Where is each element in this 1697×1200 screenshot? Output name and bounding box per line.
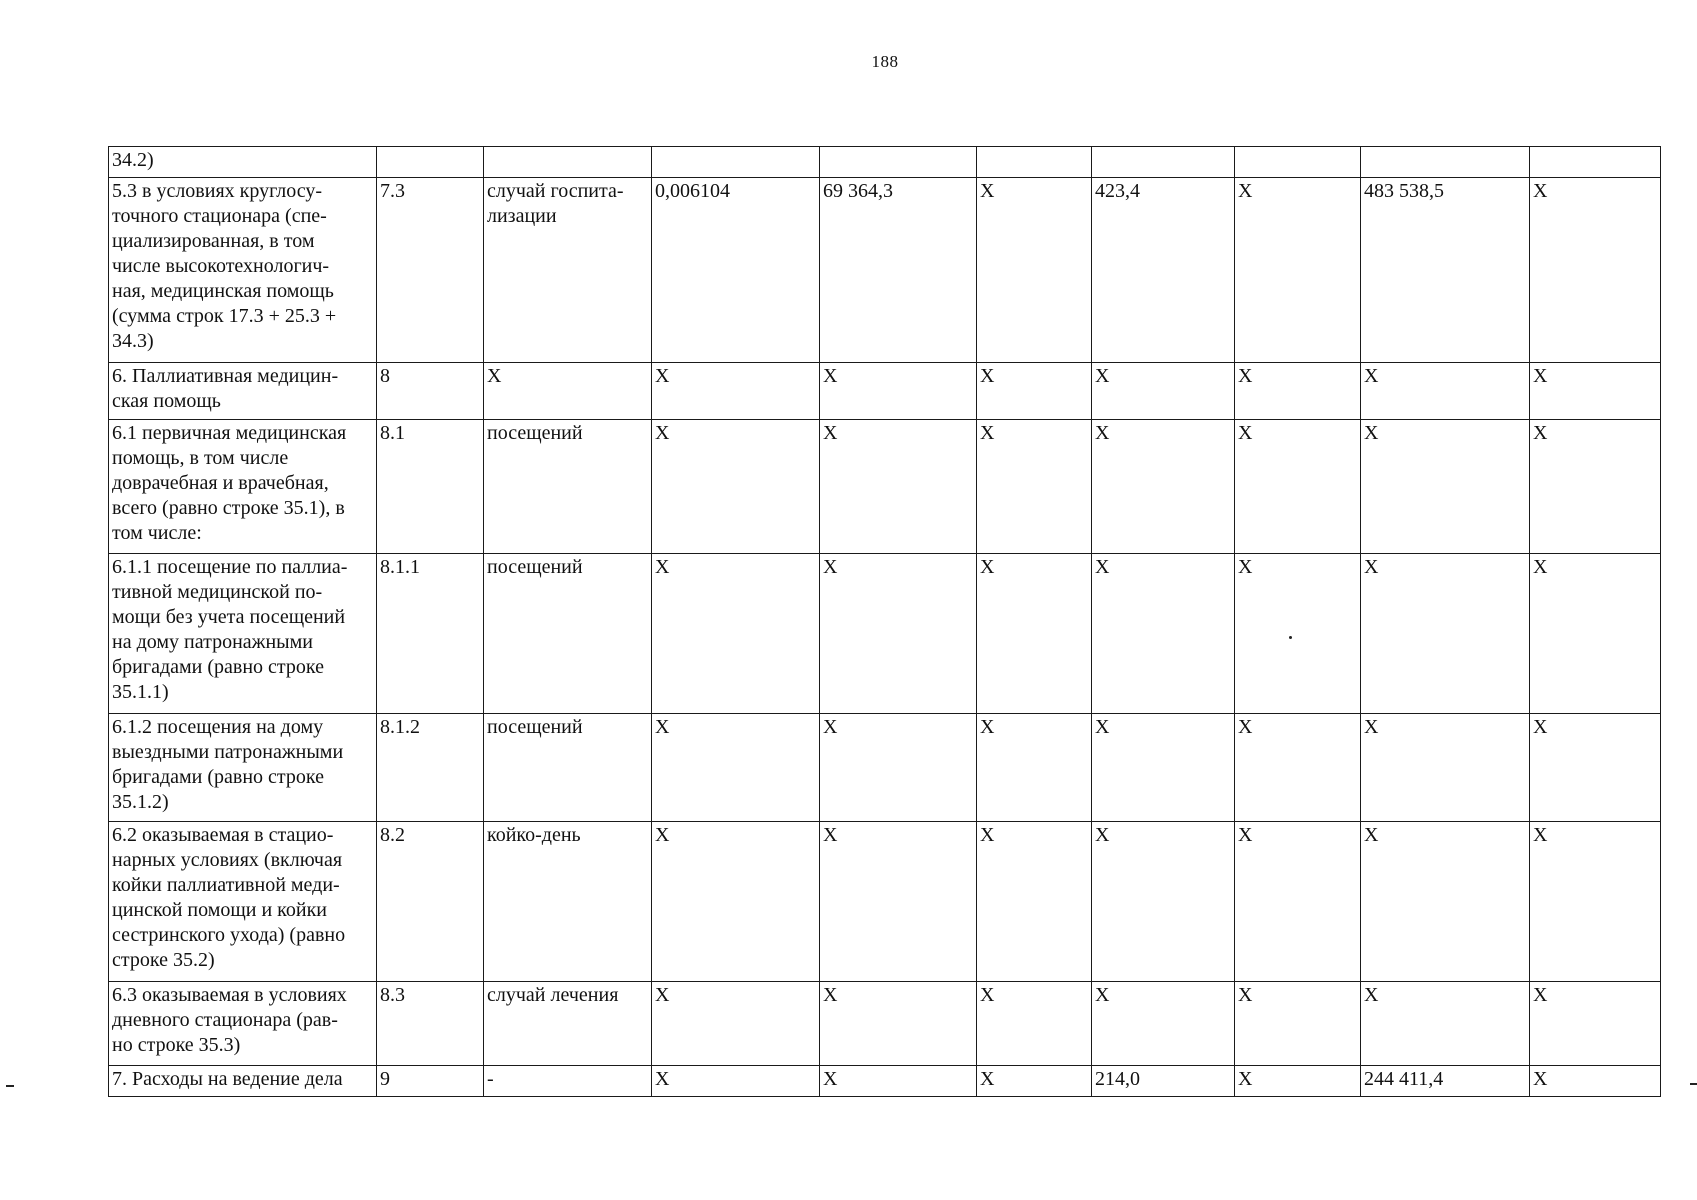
table-cell-col-2: 8.1.1: [377, 554, 484, 714]
row-name-line: выездными патронажными: [112, 741, 344, 763]
table-cell-col-5: X: [820, 554, 977, 714]
table-cell-col-5: X: [820, 714, 977, 822]
table-cell-col-3: койко-день: [484, 822, 652, 982]
row-name-line: точного стационара (спе-: [112, 205, 327, 227]
row-name-cell: [109, 554, 377, 714]
table-cell-col-2: 9: [377, 1066, 484, 1097]
table-cell-col-2: 8.2: [377, 822, 484, 982]
row-name-line: 6.1.1 посещение по паллиа-: [112, 556, 348, 578]
table-cell-col-8: X: [1235, 822, 1361, 982]
table-cell-col-4: X: [652, 363, 820, 420]
table-cell-col-9: X: [1361, 822, 1530, 982]
table-cell-col-8: X: [1235, 363, 1361, 420]
row-name-line: 5.3 в условиях круглосу-: [112, 180, 323, 202]
table-cell-col-7: 214,0: [1092, 1066, 1235, 1097]
table-cell-col-10: X: [1530, 822, 1661, 982]
table-cell-col-8: X: [1235, 178, 1361, 363]
row-name-line: 7. Расходы на ведение дела: [112, 1068, 343, 1090]
table-cell-col-10: X: [1530, 714, 1661, 822]
table-cell-col-4: 0,006104: [652, 178, 820, 363]
table-cell-col-3: посещений: [484, 420, 652, 554]
row-name-cell: [109, 147, 377, 178]
cell-line: лизации: [487, 205, 557, 227]
table-cell-col-9: X: [1361, 420, 1530, 554]
table-row: [109, 178, 1661, 363]
table-row: [109, 714, 1661, 822]
row-name-line: (сумма строк 17.3 + 25.3 +: [112, 305, 337, 327]
row-name-line: бригадами (равно строке: [112, 766, 325, 788]
table-cell-col-3: случай лечения: [484, 982, 652, 1066]
row-name-cell: [109, 1066, 377, 1097]
table-row: [109, 982, 1661, 1066]
row-name-line: цинской помощи и койки: [112, 899, 327, 921]
table-cell-col-3: -: [484, 1066, 652, 1097]
table-cell-col-3: [484, 178, 652, 363]
table-cell-col-4: X: [652, 1066, 820, 1097]
table-cell-col-8: X: [1235, 420, 1361, 554]
cell-line: случай госпита-: [487, 180, 624, 202]
table-cell-col-4: X: [652, 822, 820, 982]
table-cell-col-8: X: [1235, 1066, 1361, 1097]
table-cell-col-9: 244 411,4: [1361, 1066, 1530, 1097]
row-name-line: дневного стационара (рав-: [112, 1009, 338, 1031]
table-cell-col-2: 8: [377, 363, 484, 420]
row-name-cell: [109, 982, 377, 1066]
table-cell-col-9: 483 538,5: [1361, 178, 1530, 363]
table-cell-col-10: X: [1530, 1066, 1661, 1097]
table-cell-col-9: X: [1361, 554, 1530, 714]
table-cell-col-6: X: [977, 822, 1092, 982]
table-row: [109, 822, 1661, 982]
row-name-cell: [109, 178, 377, 363]
table-cell-col-8: X: [1235, 982, 1361, 1066]
table-cell-col-5: X: [820, 363, 977, 420]
table-cell-col-7: X: [1092, 554, 1235, 714]
page-number: 188: [871, 52, 899, 71]
row-name-line: 6.3 оказываемая в условиях: [112, 984, 347, 1006]
table-cell-col-6: X: [977, 1066, 1092, 1097]
scan-mark-right: [1690, 1083, 1697, 1085]
table-cell-col-2: 8.1: [377, 420, 484, 554]
row-name-line: 6.1.2 посещения на дому: [112, 716, 324, 738]
row-name-line: 6.1 первичная медицинская: [112, 422, 347, 444]
table-row: [109, 554, 1661, 714]
row-name-line: помощь, в том числе: [112, 447, 289, 469]
row-name-line: 6.2 оказываемая в стацио-: [112, 824, 334, 846]
table-cell-col-9: X: [1361, 714, 1530, 822]
table-cell-col-8: X: [1235, 554, 1361, 714]
row-name-line: нарных условиях (включая: [112, 849, 343, 871]
table-cell-col-10: [1530, 147, 1661, 178]
table-cell-col-10: X: [1530, 420, 1661, 554]
table-cell-col-4: [652, 147, 820, 178]
row-name-line: 34.2): [112, 149, 154, 171]
table-row: [109, 420, 1661, 554]
table-cell-col-3: [484, 147, 652, 178]
row-name-cell: [109, 714, 377, 822]
row-name-line: ная, медицинская помощь: [112, 280, 334, 302]
table-cell-col-3: посещений: [484, 554, 652, 714]
table-cell-col-10: X: [1530, 982, 1661, 1066]
row-name-line: всего (равно строке 35.1), в: [112, 497, 345, 519]
table-cell-col-9: [1361, 147, 1530, 178]
table-cell-col-6: X: [977, 714, 1092, 822]
table-cell-col-8: X: [1235, 714, 1361, 822]
row-name-cell: [109, 822, 377, 982]
table-cell-col-9: X: [1361, 982, 1530, 1066]
table-cell-col-5: X: [820, 982, 977, 1066]
table-body: [109, 147, 1661, 1097]
row-name-line: койки паллиативной меди-: [112, 874, 340, 896]
row-name-line: 6. Паллиативная медицин-: [112, 365, 339, 387]
table-cell-col-2: 7.3: [377, 178, 484, 363]
table-cell-col-5: 69 364,3: [820, 178, 977, 363]
table-cell-col-5: [820, 147, 977, 178]
table-row: [109, 147, 1661, 178]
table-cell-col-2: [377, 147, 484, 178]
table-cell-col-4: X: [652, 714, 820, 822]
table-cell-col-6: X: [977, 982, 1092, 1066]
table-cell-col-7: X: [1092, 822, 1235, 982]
table-cell-col-6: X: [977, 554, 1092, 714]
table-row: [109, 363, 1661, 420]
table-cell-col-5: X: [820, 822, 977, 982]
row-name-line: доврачебная и врачебная,: [112, 472, 329, 494]
table-cell-col-6: [977, 147, 1092, 178]
row-name-line: ская помощь: [112, 390, 221, 412]
row-name-line: 35.1.1): [112, 681, 169, 703]
table-cell-col-4: X: [652, 982, 820, 1066]
table-cell-col-7: X: [1092, 363, 1235, 420]
table-cell-col-9: X: [1361, 363, 1530, 420]
table-cell-col-5: X: [820, 1066, 977, 1097]
table-cell-col-10: X: [1530, 178, 1661, 363]
row-name-line: мощи без учета посещений: [112, 606, 346, 628]
table-cell-col-3: посещений: [484, 714, 652, 822]
table-row: [109, 1066, 1661, 1097]
scan-dot: [1289, 636, 1292, 639]
row-name-line: тивной медицинской по-: [112, 581, 323, 603]
table-cell-col-10: X: [1530, 363, 1661, 420]
row-name-line: 35.1.2): [112, 791, 169, 813]
row-name-line: на дому патронажными: [112, 631, 313, 653]
row-name-line: строке 35.2): [112, 949, 215, 971]
row-name-line: 34.3): [112, 330, 154, 352]
table-cell-col-6: X: [977, 363, 1092, 420]
scan-mark-left: [6, 1085, 14, 1087]
row-name-cell: [109, 420, 377, 554]
row-name-line: циализированная, в том: [112, 230, 315, 252]
table-cell-col-4: X: [652, 554, 820, 714]
table-cell-col-2: 8.1.2: [377, 714, 484, 822]
row-name-line: числе высокотехнологич-: [112, 255, 330, 277]
table-cell-col-8: [1235, 147, 1361, 178]
table-cell-col-7: X: [1092, 420, 1235, 554]
table-cell-col-10: X: [1530, 554, 1661, 714]
table-cell-col-3: X: [484, 363, 652, 420]
table-cell-col-7: X: [1092, 982, 1235, 1066]
table-cell-col-2: 8.3: [377, 982, 484, 1066]
table-cell-col-6: X: [977, 420, 1092, 554]
row-name-line: том числе:: [112, 522, 202, 544]
row-name-cell: [109, 363, 377, 420]
table-cell-col-7: 423,4: [1092, 178, 1235, 363]
table-cell-col-6: X: [977, 178, 1092, 363]
row-name-line: сестринского ухода) (равно: [112, 924, 346, 946]
table-cell-col-7: X: [1092, 714, 1235, 822]
data-table: [108, 146, 1661, 1097]
row-name-line: бригадами (равно строке: [112, 656, 325, 678]
table-cell-col-4: X: [652, 420, 820, 554]
row-name-line: но строке 35.3): [112, 1034, 241, 1056]
table-cell-col-7: [1092, 147, 1235, 178]
table-cell-col-5: X: [820, 420, 977, 554]
